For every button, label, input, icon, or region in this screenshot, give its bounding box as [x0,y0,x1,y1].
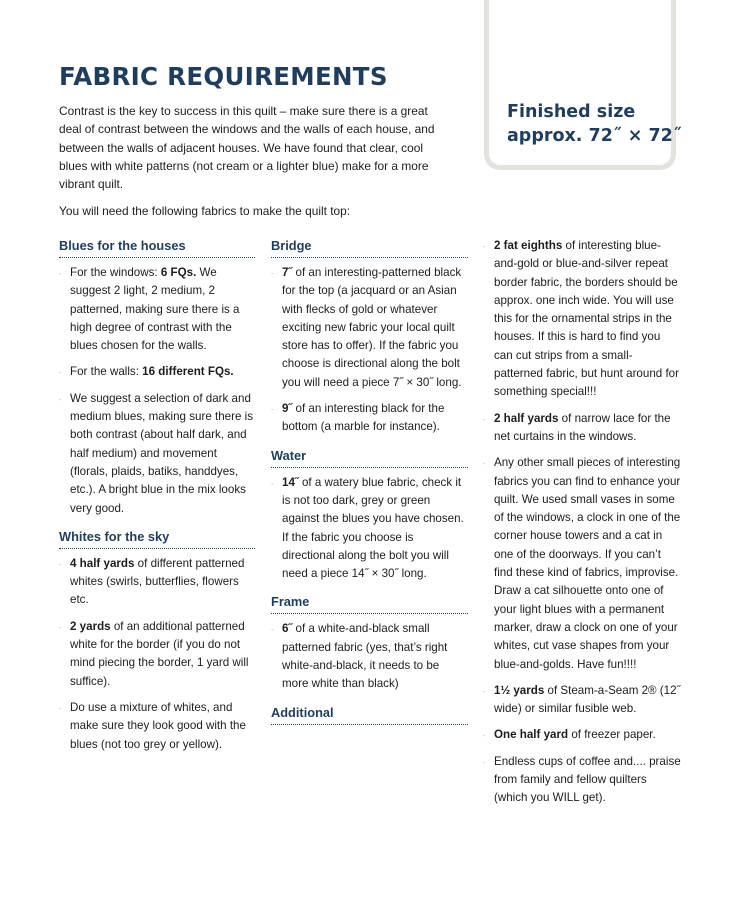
list-item: - For the windows: 6 FQs. We suggest 2 light, 2 medium, 2 patterned, making sure there is a high degree of contrast with the blues chosen for the walls. [59,264,255,355]
column-3 [483,237,681,808]
list-item: - 4 half yards of different patterned whites (swirls, butterflies, flowers etc. [59,555,255,610]
finished-size [507,100,682,148]
whites-list [59,555,255,754]
list-item: - 2 fat eighths of interesting blue-and-gold or blue-and-silver repeat border fabric, the borders should be approx. one inch wide. You will use this for the ornamental strips in the houses. If this is hard to find you can cut strips from a small-patterned fabric, but hunt around for something special!!! [483,237,681,402]
list-item: - 7˝ of an interesting-patterned black for the top (a jacquard or an Asian with flecks of gold or whatever exciting new fabric your local quilt store has to offer). If the fabric you choose is directional along the bolt you will need a piece 7˝ × 30˝ long. [271,264,468,392]
list-item: - Do use a mixture of whites, and make sure they look good with the blues (not too grey or yellow). [59,699,255,754]
column-1 [59,237,255,754]
list-item: - One half yard of freezer paper. [483,726,681,744]
list-item: - 6˝ of a white-and-black small patterned fabric (yes, that’s right white-and-black, it needs to be more white than black) [271,620,468,693]
frame-list [271,620,468,693]
list-item: - Any other small pieces of interesting fabrics you can find to enhance your quilt. We used small vases in some of the windows, a clock in one of the corner house towers and a cat in one of the doorways. If you can’t find these kind of fabrics, improvise. Draw a cat silhouette onto one of your light blues with a permanent marker, draw a clock on one of your whites, cut vase shapes from your blue-and-golds. Have fun!!!! [483,454,681,674]
list-item: - We suggest a selection of dark and medium blues, making sure there is both contrast (about half dark, and half medium) and movement (florals, plaids, batiks, handdyes, etc.). A bright blue in the mix looks very good. [59,390,255,518]
blues-list [59,264,255,518]
section-heading-additional: Additional [271,704,468,725]
additional-list [483,237,681,808]
list-item: - 1½ yards of Steam-a-Seam 2® (12˝ wide) or similar fusible web. [483,682,681,719]
list-item: - 2 yards of an additional patterned white for the border (if you do not mind piecing the border, 1 yard will suffice). [59,618,255,691]
finished-size-value: approx. 72˝ × 72˝ [507,126,682,146]
section-heading-water: Water [271,447,468,468]
list-item: - For the walls: 16 different FQs. [59,363,255,381]
section-heading-frame: Frame [271,593,468,614]
list-item: - 14˝ of a watery blue fabric, check it is not too dark, grey or green against the blues you have chosen. If the fabric you choose is directional along the bolt you will need a piece 14˝ × 30˝ long. [271,474,468,584]
section-heading-bridge: Bridge [271,237,468,258]
finished-size-label: Finished size [507,102,636,122]
section-heading-blues: Blues for the houses [59,237,255,258]
list-item: - 9˝ of an interesting black for the bottom (a marble for instance). [271,400,468,437]
list-item: - Endless cups of coffee and.... praise from family and fellow quilters (which you WILL get). [483,753,681,808]
bridge-list [271,264,468,437]
intro-paragraph: Contrast is the key to success in this quilt – make sure there is a great deal of contrast between the windows and the walls of each house, and between the walls of adjacent houses. We have found that clear, cool blues with white patterns (not cream or a lighter blue) make for a more vibrant quilt. [59,104,435,192]
list-item: - 2 half yards of narrow lace for the net curtains in the windows. [483,410,681,447]
section-heading-whites: Whites for the sky [59,528,255,549]
water-list [271,474,468,584]
column-2 [271,237,468,725]
intro-lead: You will need the following fabrics to make the quilt top: [59,204,351,218]
page-title: FABRIC REQUIREMENTS [59,62,388,91]
